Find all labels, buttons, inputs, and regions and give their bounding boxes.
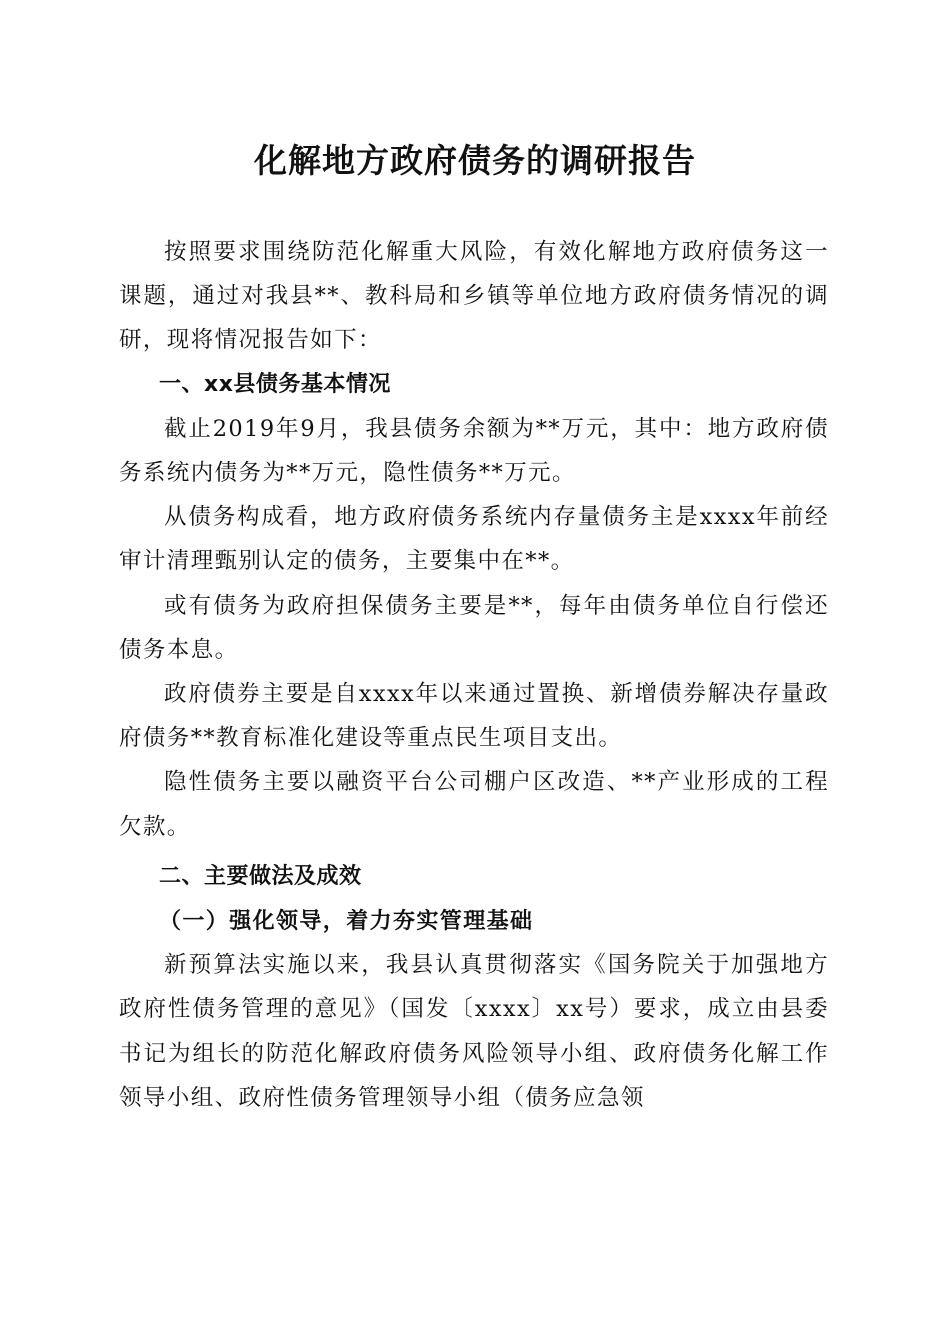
section-1-paragraph-3: 或有债务为政府担保债务主要是**，每年由债务单位自行偿还债务本息。: [119, 592, 829, 663]
section-1-paragraph-2: 从债务构成看，地方政府债务系统内存量债务主是xxxx年前经审计清理甄别认定的债务，主要集中在**。: [119, 504, 829, 575]
section-1-paragraph-4: 政府债券主要是自xxxx年以来通过置换、新增债券解决存量政府债务**教育标准化建设等重点民生项目支出。: [119, 681, 829, 752]
section-2-paragraph-1: 新预算法实施以来，我县认真贯彻落实《国务院关于加强地方政府性债务管理的意见》（国发〔xxxx〕xx号）要求，成立由县委书记为组长的防范化解政府债务风险领导小组、政府债务化解工作领导小组、政府性债务管理领导小组（债务应急领: [119, 952, 829, 1111]
section-1-paragraph-5: 隐性债务主要以融资平台公司棚户区改造、**产业形成的工程欠款。: [119, 769, 829, 840]
document-title: 化解地方政府债务的调研报告: [254, 141, 696, 180]
document-body: [119, 230, 829, 1120]
section-2-subheading: （一）强化领导，着力夯实管理基础: [159, 908, 534, 935]
intro-paragraph: 按照要求围绕防范化解重大风险，有效化解地方政府债务这一课题，通过对我县**、教科局和乡镇等单位地方政府债务情况的调研，现将情况报告如下：: [119, 239, 829, 354]
section-2-heading: 二、主要做法及成效: [159, 863, 362, 889]
section-1-paragraph-1: 截止2019年9月，我县债务余额为**万元，其中：地方政府债务系统内债务为**万元，隐性债务**万元。: [119, 415, 829, 487]
section-1-heading: 一、xx县债务基本情况: [159, 371, 391, 397]
